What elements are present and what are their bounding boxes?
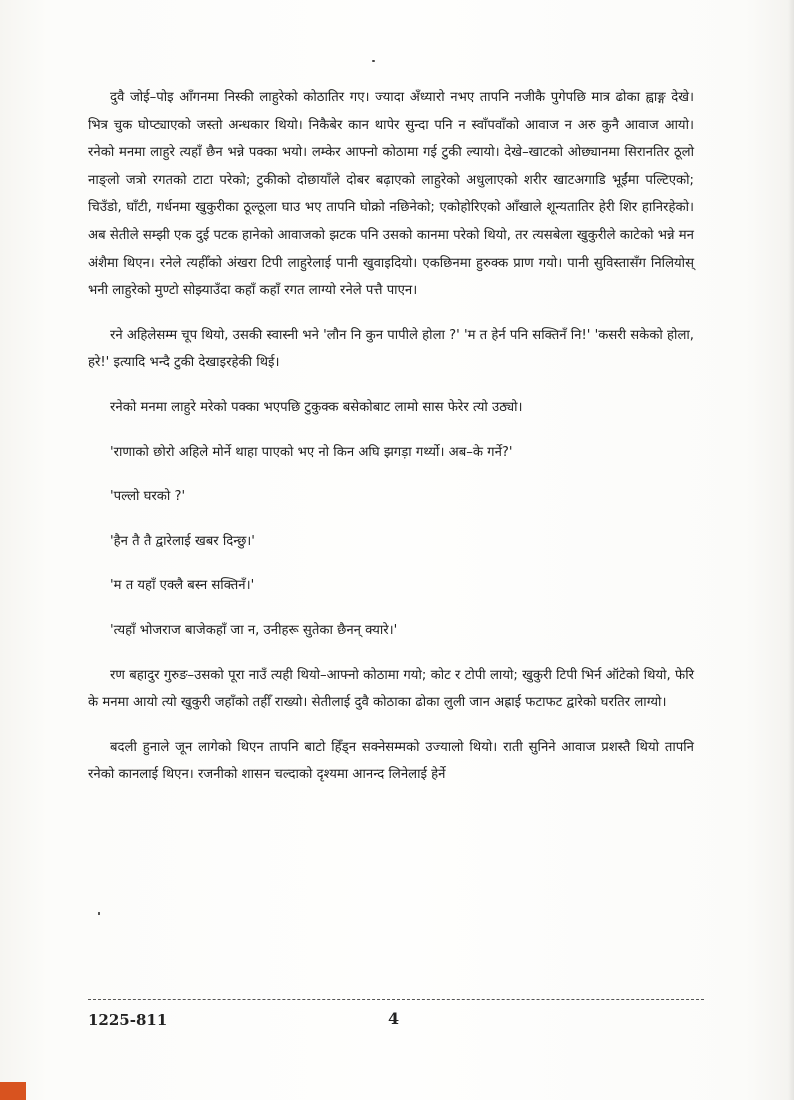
dialogue-line: रनेको मनमा लाहुरे मरेको पक्का भएपछि टुकुक्क बसेकोबाट लामो सास फेरेर त्यो उठ्यो। bbox=[110, 399, 523, 415]
ink-mark bbox=[372, 60, 375, 62]
dialogue-line: 'पल्लो घरको ?' bbox=[110, 489, 186, 505]
dialogue-line: 'राणाको छोरो अहिले मोर्ने थाहा पाएको भए नो किन अघि झगड़ा गर्थ्यो। अब–के गर्ने?' bbox=[110, 444, 513, 460]
footer-divider bbox=[88, 999, 704, 1000]
paragraph: दुवै जोई–पोइ आँगनमा निस्की लाहुरेको कोठातिर गए। ज्यादा अँध्यारो नभए तापनि नजीकै पुगेपछि मात्र ढोका ह्वाङ्ग देखे। भित्र चुक घोप्ट्याएको जस्तो अन्धकार थियो। निकैबेर कान थापेर सुन्दा पनि न स्वाँपवाँको आवाज न अरु कुनै आवाज आयो। रनेको मनमा लाहुरे त्यहाँ छैन भन्ने पक्का भयो। लम्केर आफ्नो कोठामा गई टुकी ल्यायो। देखे–खाटको ओछ्यानमा सिरानतिर ठूलो नाङ्लो जत्रो रगतको टाटा परेको; टुकीको दोछायाँले दोबर बढ़ाएको लाहुरेको अधुलाएको शरीर खाटअगाडि भूईंमा पल्टिएको; चिउँडो, घाँटी, गर्धनमा खुकुरीका ठूल्ठूला घाउ भए तापनि घोक्रो नछिनेको; एकोहोरिएको आँखाले शून्यतातिर हेरी शिर हानिरहेको। अब सेतीले सम्झी एक दुई पटक हानेको आवाजको झटक पनि उसको कानमा परेको थियो, तर त्यसबेला खुकुरीले काटेको भन्ने मन अंशैमा थिएन। रनेले त्यहीँको अंखरा टिपी लाहुरेलाई पानी खुवाइदियो। एकछिनमा हुरुक्क प्राण गयो। पानी सुविस्तासँग निलियोस् भनी लाहुरेको मुण्टो सोझ्याउँदा कहाँ कहाँ रगत लाग्यो रनेले पत्तै पाएन। bbox=[88, 90, 694, 299]
document-code: 1225-811 bbox=[88, 1011, 168, 1029]
paragraph: रण बहादुर गुरुङ–उसको पूरा नाउँ त्यही थियो–आफ्नो कोठामा गयो; कोट र टोपी लायो; खुकुरी टिपी भिर्न ऑटेको थियो, फेरि के मनमा आयो त्यो खुकुरी जहाँको तहीँ राख्यो। सेतीलाई दुवै कोठाका ढोका लुली जान अह्राई फटाफट द्वारेको घरतिर लाग्यो। bbox=[88, 667, 694, 711]
dialogue-line: 'हैन तै तै द्वारेलाई खबर दिन्छु।' bbox=[110, 533, 255, 549]
corner-stain bbox=[0, 1082, 26, 1100]
ink-mark bbox=[98, 912, 100, 915]
page-number: 4 bbox=[388, 1009, 400, 1028]
paragraph: रने अहिलेसम्म चूप थियो, उसकी स्वास्नी भने 'लौन नि कुन पापीले होला ?' 'म त हेर्न पनि सक्तिनँ नि!' 'कसरी सकेको होला, हरे!' इत्यादि भन्दै टुकी देखाइरहेकी थिई। bbox=[88, 327, 694, 371]
paragraph: बदली हुनाले जून लागेको थिएन तापनि बाटो हिँड्न सक्नेसम्मको उज्यालो थियो। राती सुनिने आवाज प्रशस्तै थियो तापनि रनेको कानलाई थिएन। रजनीको शासन चल्दाको दृश्यमा आनन्द लिनेलाई हेर्ने bbox=[88, 739, 694, 783]
page-body bbox=[88, 84, 694, 806]
page-edge-shadow bbox=[788, 0, 794, 1100]
dialogue-line: 'म त यहाँ एक्लै बस्न सक्तिनँ।' bbox=[110, 578, 255, 594]
dialogue-line: 'त्यहाँ भोजराज बाजेकहाँ जा न, उनीहरू सुतेका छैनन् क्यारे।' bbox=[110, 622, 398, 638]
